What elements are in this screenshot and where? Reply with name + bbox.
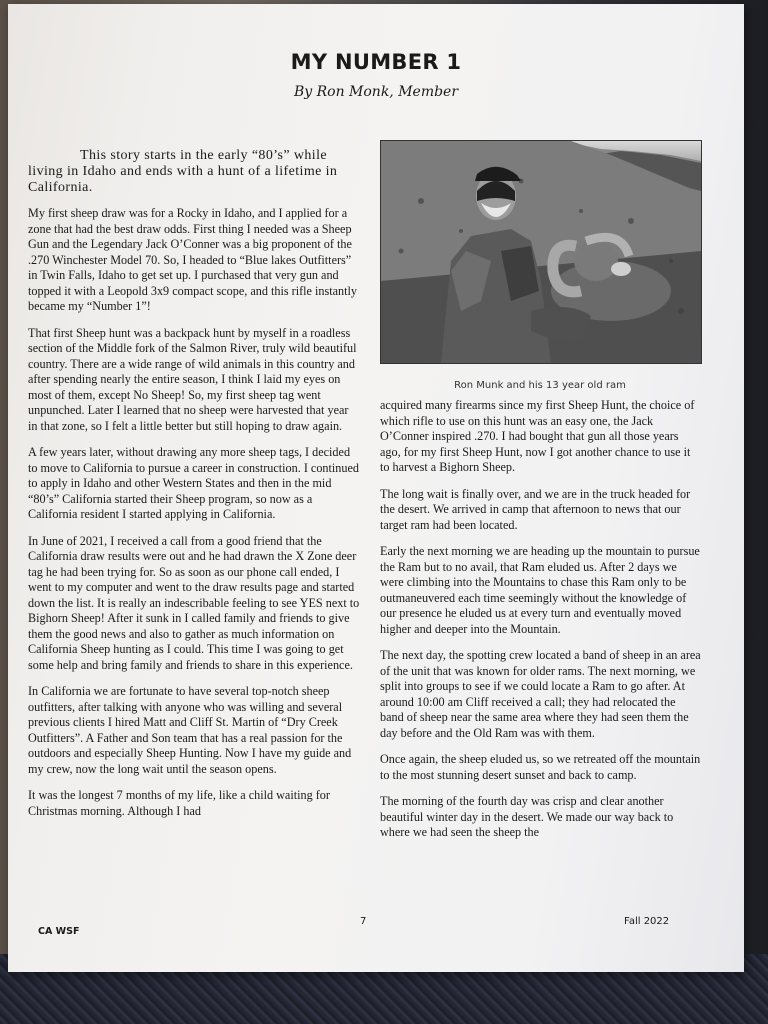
left-column [28,148,360,830]
publication-name: CA WSF [38,926,80,937]
paragraph: In June of 2021, I received a call from a good friend that the California draw results were out and he had drawn the X Zone deer tag he had been trying for. So as soon as our phone call ended, I went to my computer and went to the draw results page and started down the list. It is really an indescribable feeling to see YES next to Bighorn Sheep! After it sunk in I called family and friends to give them the good news and also to gather as much information on California Sheep hunting as I could. This time I was going to get some help and bring family and friends to share in this experience. [28,533,360,672]
magazine-page [8,4,744,972]
photo-illustration [381,141,701,363]
paragraph: In California we are fortunate to have several top-notch sheep outfitters, after talking with anyone who was willing and several previous clients I hired Matt and Cliff St. Martin of “Dry Creek Outfitters”. A Father and Son team that has a real passion for the outdoors and especially Sheep Hunting. Now I have my guide and my crew, now the long wait until the season opens. [28,684,352,776]
paragraph: The next day, the spotting crew located a band of sheep in an area of the unit that was known for older rams. The next morning, we split into groups to see if we could locate a Ram to go after. At around 10:00 am Cliff received a call; they had relocated the band of sheep near the same area where they had seen them the day before and the Old Ram was with them. [380,648,701,740]
paragraph: Once again, the sheep eluded us, so we retreated off the mountain to the most stunning desert sunset and back to camp. [380,752,701,782]
paragraph: It was the longest 7 months of my life, like a child waiting for Christmas morning. Although I had [28,788,330,818]
paragraph: acquired many firearms since my first Sheep Hunt, the choice of which rifle to use on this hunt was an easy one, the Jack O’Conner inspired .270. I had bought that gun all those years ago, for my first Sheep Hunt, now I got another chance to use it to harvest a Bighorn Sheep. [380,398,695,474]
paragraph: A few years later, without drawing any more sheep tags, I decided to move to California to pursue a career in construction. I continued to apply in Idaho and other Western States and then in the mid “80’s” California started their Sheep program, so now as a California resident I started applying in California. [28,445,359,521]
paragraph: Early the next morning we are heading up the mountain to pursue the Ram but to no avail, that Ram eluded us. After 2 days we were climbing into the Mountains to chase this Ram only to be outmaneuvered each time seemingly without the knowledge of our presence he eluded us at every turn and eventually moved higher and deeper into the Mountain. [380,544,700,636]
issue-label: Fall 2022 [624,916,670,927]
paragraph: The morning of the fourth day was crisp and clear another beautiful winter day in the desert. We made our way back to where we had seen the sheep the [380,794,674,839]
paragraph: My first sheep draw was for a Rocky in Idaho, and I applied for a zone that had the best draw odds. First thing I needed was a Sheep Gun and the Legendary Jack O’Conner was a big proponent of the .270 Winchester Model 70. So, I headed to “Blue lakes Outfitters” in Twin Falls, Idaho to get set up. I purchased that very gun and topped it with a Leopold 3x9 compact scope, and this rifle instantly became my “Number 1”! [28,206,357,313]
hunter-ram-photo [380,140,702,364]
right-column [380,398,702,852]
article-title: MY NUMBER 1 [290,50,462,74]
paragraph: The long wait is finally over, and we are in the truck headed for the desert. We arrived in camp that afternoon to news that our target ram had been located. [380,486,691,532]
page-number: 7 [360,916,367,927]
photo-caption: Ron Munk and his 13 year old ram [454,380,626,391]
paragraph: That first Sheep hunt was a backpack hunt by myself in a roadless section of the Middle fork of the Salmon River, truly wild beautiful country. There are a wide range of wild animals in this country and after spending nearly the entire season, I think I laid my eyes on most of them, except No Sheep! So, my first sheep tag went unpunched. Later I learned that no sheep were harvested that year in that zone, so I felt a little better but still hoping to draw again. [28,325,357,433]
article-byline: By Ron Monk, Member [293,84,459,100]
intro-paragraph: This story starts in the early “80’s” while living in Idaho and ends with a hunt of a lifetime in California. [28,148,338,195]
